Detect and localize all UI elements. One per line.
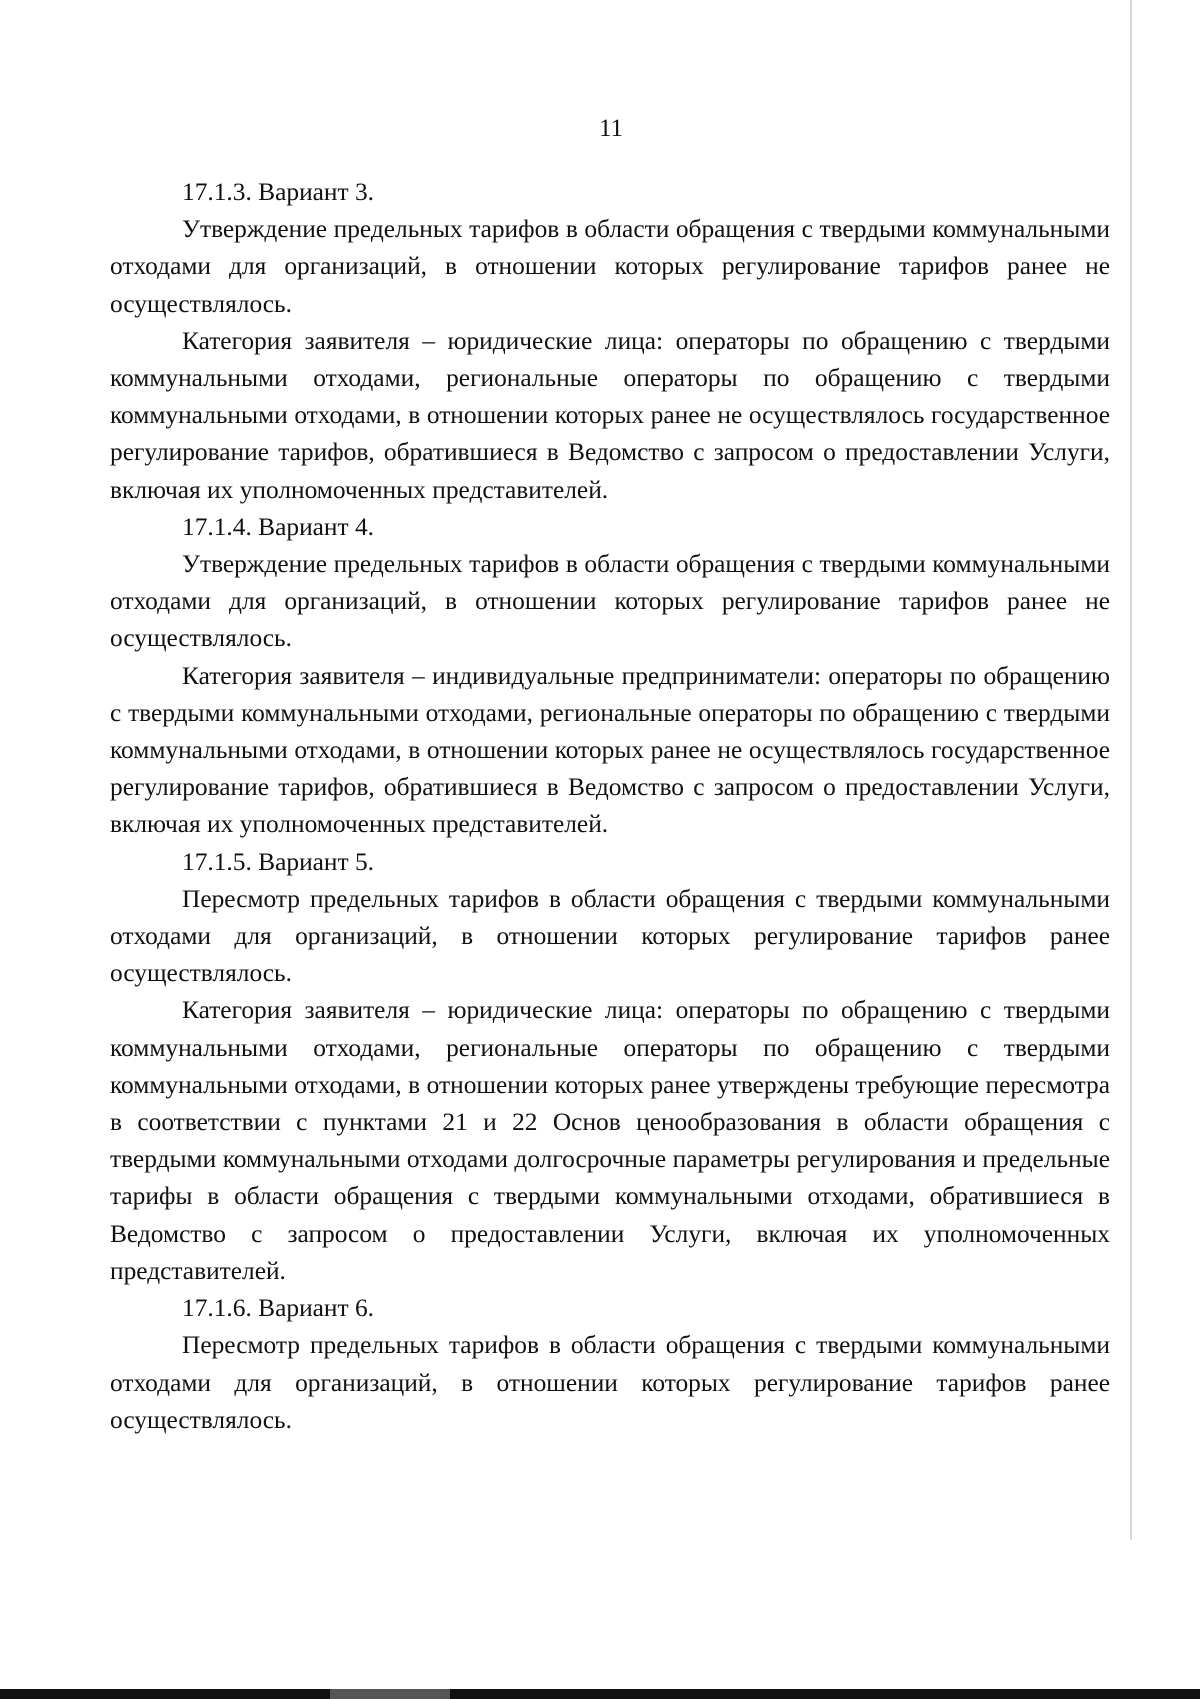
- document-body: [110, 174, 1110, 1439]
- variant-3-applicant-category: Категория заявителя – юридические лица: операторы по обращению с твердыми коммунальными отходами, региональные операторы по обращению с твердыми коммунальными отходами, в отношении которых ранее не осуществлялось государственное регулирование тарифов, обратившиеся в Ведомство с запросом о предоставлении Услуги, включая их уполномоченных представителей.: [110, 326, 1110, 504]
- page-number: 11: [598, 115, 624, 142]
- variant-heading-5: 17.1.5. Вариант 5.: [182, 847, 375, 876]
- variant-heading-4: 17.1.4. Вариант 4.: [182, 512, 375, 541]
- variant-5-applicant-category: Категория заявителя – юридические лица: операторы по обращению с твердыми коммунальными отходами, региональные операторы по обращению с твердыми коммунальными отходами, в отношении которых ранее утверждены требующие пересмотра в соответствии с пунктами 21 и 22 Основ ценообразования в области обращения с твердыми коммунальными отходами долгосрочные параметры регулирования и предельные тарифы в области обращения с твердыми коммунальными отходами, обратившиеся в Ведомство с запросом о предоставлении Услуги, включая их уполномоченных представителей.: [110, 996, 1110, 1285]
- variant-6-description: Пересмотр предельных тарифов в области обращения с твердыми коммунальными отходами для организаций, в отношении которых регулирование тарифов ранее осуществлялось.: [110, 1331, 1110, 1434]
- variant-heading-3: 17.1.3. Вариант 3.: [182, 178, 375, 206]
- variant-3-description: Утверждение предельных тарифов в области обращения с твердыми коммунальными отходами для организаций, в отношении которых регулирование тарифов ранее не осуществлялось.: [110, 215, 1110, 318]
- scan-edge-bottom: [0, 1689, 1200, 1699]
- variant-4-applicant-category: Категория заявителя – индивидуальные предприниматели: операторы по обращению с твердыми коммунальными отходами, региональные операторы по обращению с твердыми коммунальными отходами, в отношении которых ранее не осуществлялось государственное регулирование тарифов, обратившиеся в Ведомство с запросом о предоставлении Услуги, включая их уполномоченных представителей.: [110, 661, 1110, 839]
- variant-5-description: Пересмотр предельных тарифов в области обращения с твердыми коммунальными отходами для организаций, в отношении которых регулирование тарифов ранее осуществлялось.: [110, 884, 1110, 988]
- scan-edge-bottom-highlight: [330, 1689, 450, 1699]
- variant-4-description: Утверждение предельных тарифов в области обращения с твердыми коммунальными отходами для организаций, в отношении которых регулирование тарифов ранее не осуществлялось.: [110, 550, 1110, 653]
- scan-edge-right: [1130, 0, 1132, 1540]
- variant-heading-6: 17.1.6. Вариант 6.: [182, 1294, 375, 1323]
